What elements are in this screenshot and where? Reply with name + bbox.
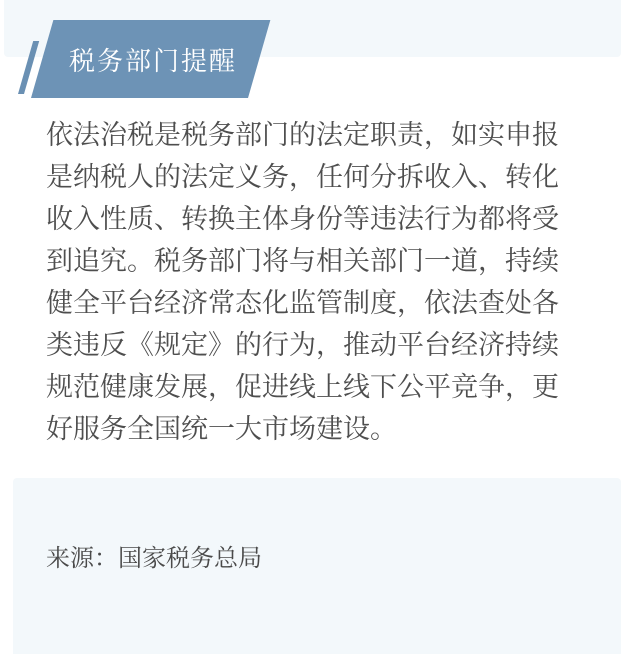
reminder-badge	[31, 20, 270, 98]
reminder-badge-label: 税务部门提醒	[69, 45, 238, 76]
article-line: 是纳税人的法定义务，任何分拆收入、转化	[46, 162, 559, 192]
source-panel	[13, 478, 621, 654]
article-line: 到追究。税务部门将与相关部门一道，持续	[46, 246, 559, 276]
article-line: 规范健康发展，促进线上线下公平竞争，更	[46, 372, 559, 402]
article-line: 健全平台经济常态化监管制度，依法查处各	[46, 288, 559, 318]
article-paragraph	[46, 114, 606, 450]
article-line: 依法治税是税务部门的法定职责，如实申报	[46, 120, 559, 150]
source-text: 来源：国家税务总局	[46, 545, 262, 572]
article-line: 类违反《规定》的行为，推动平台经济持续	[46, 330, 559, 360]
article-line: 收入性质、转换主体身份等违法行为都将受	[46, 204, 559, 234]
article-line: 好服务全国统一大市场建设。	[46, 414, 397, 444]
